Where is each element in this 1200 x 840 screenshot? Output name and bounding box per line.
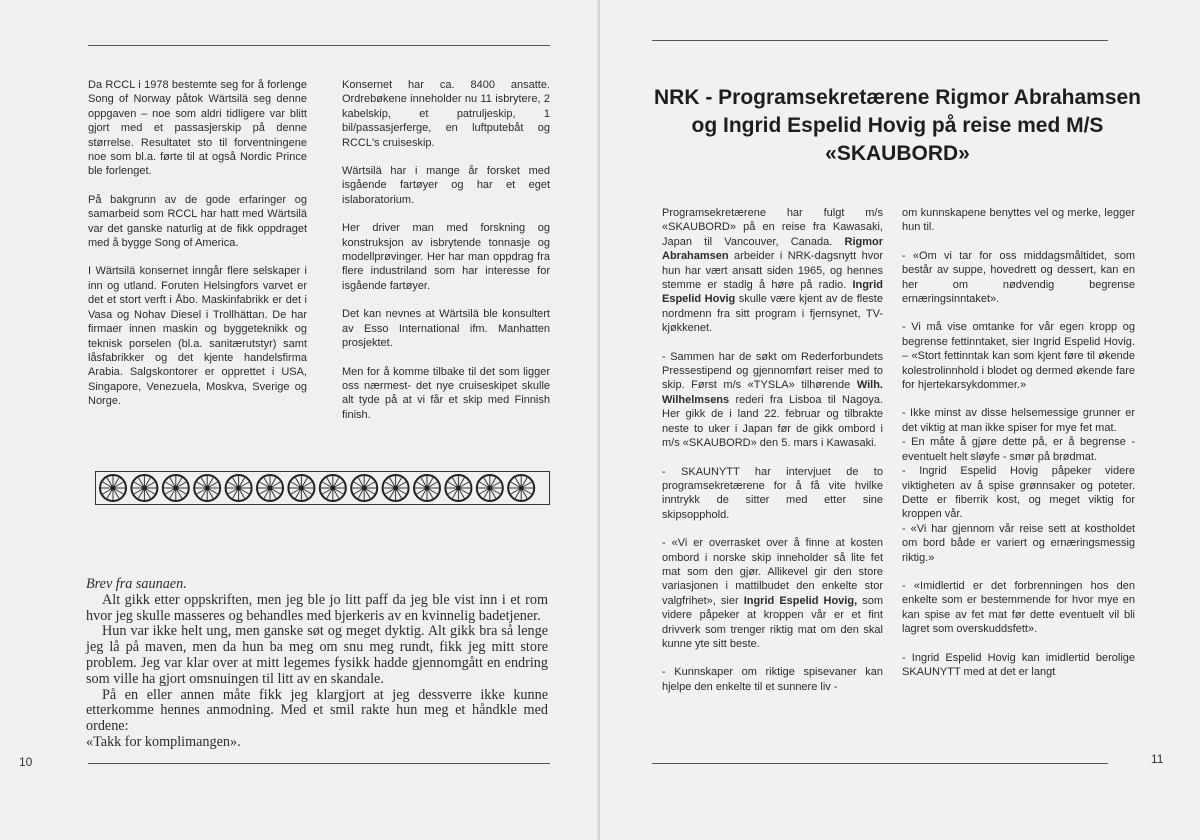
left-column-1 [88, 78, 307, 423]
paragraph: - Ingrid Espelid Hovig kan imidlertid berolige SKAUNYTT med at det er langt [902, 651, 1135, 678]
text-run: Programsekretærene har fulgt m/s «SKAUBORD» på en reise fra Kawasaki, Japan til Vancouver, Canada. [662, 207, 883, 248]
paragraph: Da RCCL i 1978 bestemte seg for å forlenge Song of Norway påtok Wärtsilä seg denne oppgaven – noe som aldri tidligere var blitt gjort med et passasjerskip på denne størrelse. Resultatet sto til forventningene noe som bl.a. førte til at også Nordic Prince ble forlenget. [88, 79, 307, 178]
text-run: - Kunnskaper om riktige spisevaner kan hjelpe den enkelte til et sunnere liv - [662, 666, 883, 693]
paragraph [662, 465, 883, 523]
bold-name: Ingrid Espelid Hovig [662, 279, 883, 306]
paragraph: om kunnskapene benyttes vel og merke, legger hun til. [902, 207, 1135, 234]
paragraph: Men for å komme tilbake til det som ligger oss nærmest- det nye cruiseskipet skulle alt tyde på at vi får et skip med Finnish finish. [342, 365, 550, 421]
paragraph: Her driver man med forskning og konstruksjon av isbrytende tonnasje og modellprøvinger. Her har man oppdrag fra flere industriland som har interesse for isgående fartøyer. [342, 222, 550, 292]
paragraph: - Vi må vise omtanke for vår egen kropp og begrense fettinntaket, sier Ingrid Espelid Hovig. – «Stort fettinntak kan som kjent føre til økende kolestrolinnhold i blodet og dermed økende fare for hjertekarsykdommer.» [902, 321, 1135, 392]
paragraph: - «Vi har gjennom vår reise sett at kostholdet om bord både er variert og ernæringsmessig riktig.» [902, 522, 1135, 564]
paragraph [662, 350, 883, 451]
page-number: 11 [1151, 752, 1164, 766]
letter-paragraph: Hun var ikke helt ung, men ganske søt og meget dyktig. Alt gikk bra så lenge jeg lå på maven, men da hun ba meg om snu meg rundt, fikk jeg mitt store problem. Jeg var klar over at mitt legemes fysikk hadde gjennomgått en endring som ville ha gjort omsnuingen til litt av en skandale. [86, 623, 548, 687]
letter-paragraph: Alt gikk etter oppskriften, men jeg ble jo litt paff da jeg ble vist inn i et rom hvor jeg skulle masseres og behandles med bjerkeris av en kvinnelig badetjener. [86, 591, 548, 624]
paragraph [662, 206, 883, 336]
text-run: skulle være kjent av de fleste nordmenn fra sitt program i fjernsynet, TV-kjøkkenet. [662, 293, 883, 335]
paragraph [662, 665, 883, 694]
paragraph [662, 536, 883, 651]
right-column-1 [662, 206, 883, 708]
paragraph: I Wärtsilä konsernet inngår flere selskaper i inn og utland. Foruten Helsingfors varvet er det et stort verft i Åbo. Maskinfabrikk er det i Vasa og Nohav Diesel i Trollhättan. De har firmaer innen maskin og byggeteknikk og teknisk porselen (bl.a. sanitærutstyr) samt låsfabrikker og det kjente handelsfirma Arabia. Salgskontorer er opprettet i USA, Singapore, Venezuela, Moskva, Sverige og Norge. [88, 265, 307, 408]
bottom-rule [88, 763, 550, 764]
top-rule [88, 45, 550, 46]
text-run: - Sammen har de søkt om Rederforbundets Pressestipend og gjennomført reiser med to skip. Først m/s «TYSLA» tilhørende [662, 350, 883, 392]
letter-paragraph: På en eller annen måte fikk jeg klargjort at jeg dessverre ikke kunne etterkomme hennes anmodning. Med et smil rakte hun meg et håndkle med ordene: [86, 686, 548, 735]
decorative-wheel-border [95, 471, 550, 505]
letter-title: Brev fra saunaen. [86, 576, 187, 592]
text-run: - SKAUNYTT har intervjuet de to programsekretærene for å få vite hvilke inntrykk de sitter med etter sine skipsopphold. [662, 465, 883, 521]
paragraph: Det kan nevnes at Wärtsilä ble konsultert av Esso International ifm. Manhatten prosjektet. [342, 308, 550, 350]
article-headline: NRK - Programsekretærene Rigmor Abrahamsen og Ingrid Espelid Hovig på reise med M/S «SKAUBORD» [653, 86, 1142, 165]
paragraph: Wärtsilä har i mange år forsket med isgående fartøyer og har et eget islaboratorium. [342, 165, 550, 206]
paragraph: Konsernet har ca. 8400 ansatte. Ordrebøkene inneholder nu 11 isbrytere, 2 kabelskip, et patruljeskip, 1 bil/passasjerferge, en luftputebåt og RCCL's cruiseskip. [342, 79, 550, 149]
paragraph: - Ingrid Espelid Hovig påpeker videre viktigheten av å spise grønnsaker og poteter. Dette er fiberrik kost, og meget viktig for kroppen vår. [902, 465, 1135, 521]
page-number: 10 [19, 755, 33, 769]
paragraph: - «Om vi tar for oss middagsmåltidet, som består av suppe, hovedrett og dessert, kan en her om nødvendig begrense ernæringsinntaket». [902, 249, 1135, 306]
top-rule [652, 40, 1108, 41]
text-run: som videre påpeker at kroppen vår er et fint drivverk som trenger riktig mat om den skal kunne yte sitt beste. [662, 594, 883, 650]
paragraph: - «Imidlertid er det forbrenningen hos den enkelte som er bestemmende for hvor mye en kan spise av fet mat før dette eventuelt vil bli lagret som overskuddsfett». [902, 579, 1135, 636]
text-run: - «Vi er overrasket over å finne at kosten ombord i norske skip inneholder så lite fet mat som den gjør. Allikevel gir den store variasjonen i mattilbudet den enkelte stor valgfrihet», sier [662, 537, 883, 607]
text-run: arbeider i NRK-dagsnytt hvor hun har vært ansatt siden 1965, og hennes stemme er stadig å høre på radio. [662, 250, 883, 292]
right-column-2 [902, 206, 1135, 693]
left-column-2 [342, 78, 550, 436]
sauna-letter [86, 577, 548, 751]
paragraph: På bakgrunn av de gode erfaringer og samarbeid som RCCL har hatt med Wärtsilä var det ganske naturlig at de fikk oppdraget med å bygge Song of America. [88, 193, 307, 250]
bold-name: Ingrid Espelid Hovig, [743, 594, 858, 607]
bold-name: Rigmor Abrahamsen [662, 235, 883, 263]
paragraph: - En måte å gjøre dette på, er å begrense - eventuelt helt sløyfe - smør på brødmat. [902, 436, 1135, 463]
bold-name: Wilh. Wilhelmsens [662, 379, 883, 406]
bottom-rule [652, 763, 1108, 764]
text-run: rederi fra Lisboa til Nagoya. Her gikk de i land 22. februar og tilbrakte neste to uker i Japan før de gikk ombord i m/s «SKAUBORD» den 5. mars i Kawasaki. [662, 393, 883, 450]
paragraph: - Ikke minst av disse helsemessige grunner er det viktig at man ikke spiser for mye fet mat. [902, 407, 1135, 434]
letter-paragraph: «Takk for komplimangen». [86, 733, 241, 750]
